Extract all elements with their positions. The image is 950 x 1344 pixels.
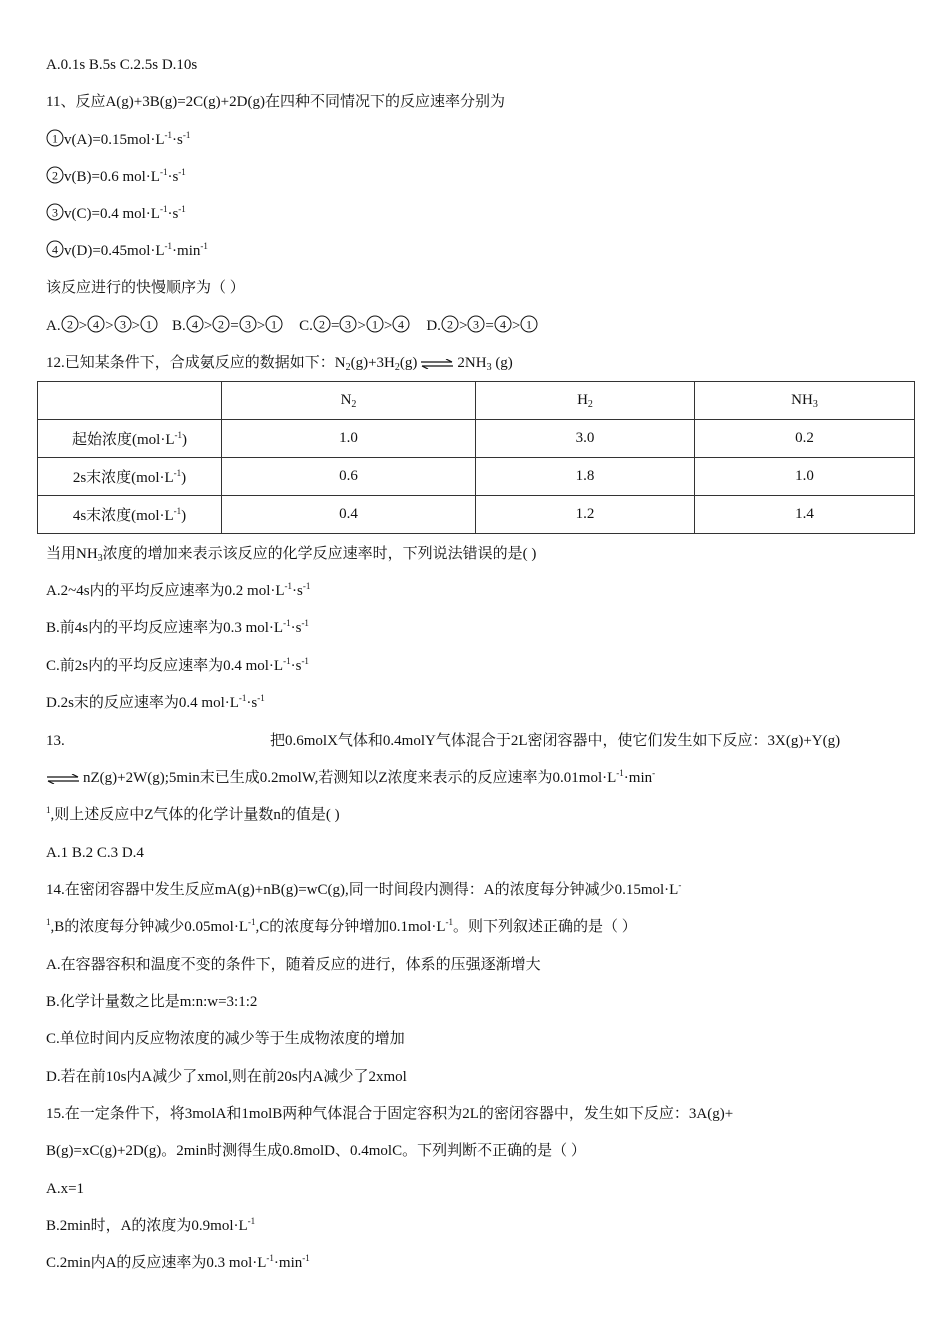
table-cell: 1.0 [695, 458, 915, 496]
svg-text:3: 3 [244, 317, 251, 332]
q13-number: 13. [46, 733, 65, 749]
circled-number-icon [366, 315, 384, 333]
column-header: $N_2$ [222, 382, 476, 420]
q11-condition-3: 3 v(C)=0.4 $mol\cdot L^{-1}\cdot s^{-1}$ [46, 203, 186, 224]
q13-line-1: 把0.6molX气体和0.4molY气体混合于2L密闭容器中，使它们发生如下反应：3X(g)+Y(g) [270, 733, 841, 749]
svg-text:4: 4 [398, 317, 405, 332]
circled-number-icon [212, 315, 230, 333]
table-row [38, 496, 915, 534]
circled-number-icon [313, 315, 331, 333]
svg-text:1: 1 [271, 317, 278, 332]
q12-question: 当用$NH_3$浓度的增加来表示该反应的化学反应速率时，下列说法错误的是( ) [46, 546, 537, 564]
q14-option-b: B.化学计量数之比是m:n:w=3:1:2 [46, 994, 258, 1010]
q12-option-b: B.前4s内的平均反应速率为0.3 $mol\cdot L^{-1}\cdot s^{-1}$ [46, 618, 309, 636]
q14-option-d: D.若在前10s内A减少了xmol,则在前20s内A减少了2xmol [46, 1069, 407, 1085]
q10-options: A.0.1s B.5s C.2.5s D.10s [46, 57, 198, 73]
svg-text:1: 1 [52, 131, 58, 146]
q12-option-d: D.2s末的反应速率为0.4 $mol\cdot L^{-1}\cdot s^{-1}$ [46, 693, 265, 711]
q11-condition-4: 4 $v(D)=0.45mol\cdot L^{-1}\cdot\min^{-1}$ [46, 240, 208, 261]
order-operator: > [256, 318, 266, 334]
circled-number-icon [441, 315, 459, 333]
q11-condition-2: 2 v(B)=0.6 $mol\cdot L^{-1}\cdot s^{-1}$ [46, 166, 186, 187]
order-operator: > [511, 318, 521, 334]
row-label: 4s末浓度$(mol\cdot L^{-1})$ [38, 496, 222, 534]
q15-line-1: 15.在一定条件下，将3molA和1molB两种气体混合于固定容积为2L的密闭容器中，发生如下反应：3A(g)+ [46, 1106, 734, 1122]
order-operator: > [357, 318, 366, 334]
q11-option [426, 318, 538, 334]
order-operator: > [78, 318, 88, 334]
table-cell: 0.2 [695, 420, 915, 458]
svg-text:1: 1 [146, 317, 152, 332]
order-operator: > [383, 318, 393, 334]
svg-text:2: 2 [66, 317, 73, 332]
svg-text:4: 4 [499, 317, 506, 332]
q14-option-c: C.单位时间内反应物浓度的减少等于生成物浓度的增加 [46, 1031, 405, 1047]
table-row [38, 458, 915, 496]
row-label: 2s末浓度$(mol\cdot L^{-1})$ [38, 458, 222, 496]
q11-options [46, 315, 538, 336]
svg-text:3: 3 [119, 317, 126, 332]
svg-text:2: 2 [218, 317, 225, 332]
svg-text:2: 2 [446, 317, 453, 332]
svg-text:3: 3 [52, 205, 58, 220]
q12-stem: 12.已知某条件下，合成氨反应的数据如下：$N_2(g)+3H_2(g)$ $2NH_3$ (g) [46, 355, 513, 373]
circled-number-icon [46, 203, 64, 221]
order-operator: = [230, 318, 239, 334]
q14-line-2: $^1$,B的浓度每分钟减少$0.05mol\cdot L^{-1},C$的浓度每分钟增加$0.1mol\cdot L^{-1}$。则下列叙述正确的是（ ） [46, 917, 637, 935]
option-label: C. [299, 318, 313, 334]
order-operator: > [458, 318, 468, 334]
svg-text:3: 3 [473, 317, 480, 332]
circled-number-icon [186, 315, 204, 333]
table-cell: 1.4 [695, 496, 915, 534]
order-operator: = [330, 318, 340, 334]
svg-text:1: 1 [526, 317, 533, 332]
table-cell: 3.0 [476, 420, 695, 458]
q13-options: A.1 B.2 C.3 D.4 [46, 845, 144, 861]
table-header-row [38, 382, 915, 420]
circled-number-icon [46, 240, 64, 258]
option-label: B. [172, 318, 186, 334]
reversible-arrow-icon [46, 774, 80, 784]
q15-option-c: C.2min内A的反应速率为0.3 $mol\cdot L^{-1}\cdot\min^{-1}$ [46, 1253, 310, 1271]
table-cell: 1.2 [476, 496, 695, 534]
circled-number-icon [265, 315, 283, 333]
svg-text:4: 4 [93, 317, 100, 332]
column-header: $H_2$ [476, 382, 695, 420]
circled-number-icon [114, 315, 132, 333]
circled-number-icon [46, 166, 64, 184]
q15-option-b: B.2min时，A的浓度为$0.9mol\cdot L^{-1}$ [46, 1216, 256, 1234]
table-cell: 0.6 [222, 458, 476, 496]
order-operator: > [131, 318, 140, 334]
circled-number-icon [239, 315, 257, 333]
svg-text:2: 2 [52, 168, 58, 183]
svg-text:3: 3 [345, 317, 352, 332]
circled-number-icon [494, 315, 512, 333]
q15-option-a: A.x=1 [46, 1181, 85, 1197]
concentration-table [37, 381, 915, 534]
circled-number-icon [87, 315, 105, 333]
table-corner-cell [38, 382, 222, 420]
circled-number-icon [140, 315, 158, 333]
option-label: A. [46, 318, 61, 334]
q11-stem: 11、反应A(g)+3B(g)=2C(g)+2D(g)在四种不同情况下的反应速率分别为 [46, 94, 505, 110]
q11-option [299, 318, 410, 334]
column-header: $NH_3$ [695, 382, 915, 420]
circled-number-icon [339, 315, 357, 333]
svg-text:4: 4 [52, 242, 58, 257]
row-label: 起始浓度$(mol\cdot L^{-1})$ [38, 420, 222, 458]
option-label: D. [426, 318, 441, 334]
order-operator: = [485, 318, 494, 334]
q14-option-a: A.在容器容积和温度不变的条件下，随着反应的进行，体系的压强逐渐增大 [46, 957, 541, 973]
circled-number-icon [392, 315, 410, 333]
svg-text:4: 4 [191, 317, 198, 332]
q13-line-3: $^1$,则上述反应中Z气体的化学计量数n的值是( ) [46, 805, 340, 823]
q11-option [172, 318, 283, 334]
q15-line-2: B(g)=xC(g)+2D(g)。2min时测得生成0.8molD、0.4molC。下列判断不正确的是（ ） [46, 1143, 586, 1159]
order-operator: > [203, 318, 213, 334]
q14-line-1: 14.在密闭容器中发生反应mA(g)+nB(g)=wC(g),同一时间段内测得：A的浓度每分钟减少0.15mol·L- [46, 880, 682, 898]
q11-condition-1: 1 $v(A)=0.15mol\cdot L^{-1}\cdot s^{-1}$ [46, 129, 190, 150]
table-cell: 1.0 [222, 420, 476, 458]
order-operator: > [105, 318, 114, 334]
q11-option [46, 318, 158, 334]
table-cell: 0.4 [222, 496, 476, 534]
q13-line-2: nZ(g)+2W(g);5min末已生成0.2molW,若测知以Z浓度来表示的反应速率为$0.01mol\cdot L^{-1}\cdot\min^-$ [46, 768, 655, 788]
table-row [38, 420, 915, 458]
q12-option-a: A.2~4s内的平均反应速率为0.2 $mol\cdot L^{-1}\cdot s^{-1}$ [46, 581, 311, 599]
q12-option-c: C.前2s内的平均反应速率为0.4 $mol\cdot L^{-1}\cdot s^{-1}$ [46, 656, 309, 674]
circled-number-icon [46, 129, 64, 147]
circled-number-icon [61, 315, 79, 333]
circled-number-icon [520, 315, 538, 333]
svg-text:2: 2 [318, 317, 325, 332]
circled-number-icon [467, 315, 485, 333]
svg-text:1: 1 [371, 317, 378, 332]
reversible-arrow-icon [420, 359, 454, 369]
q11-question: 该反应进行的快慢顺序为（ ） [46, 280, 245, 296]
table-cell: 1.8 [476, 458, 695, 496]
